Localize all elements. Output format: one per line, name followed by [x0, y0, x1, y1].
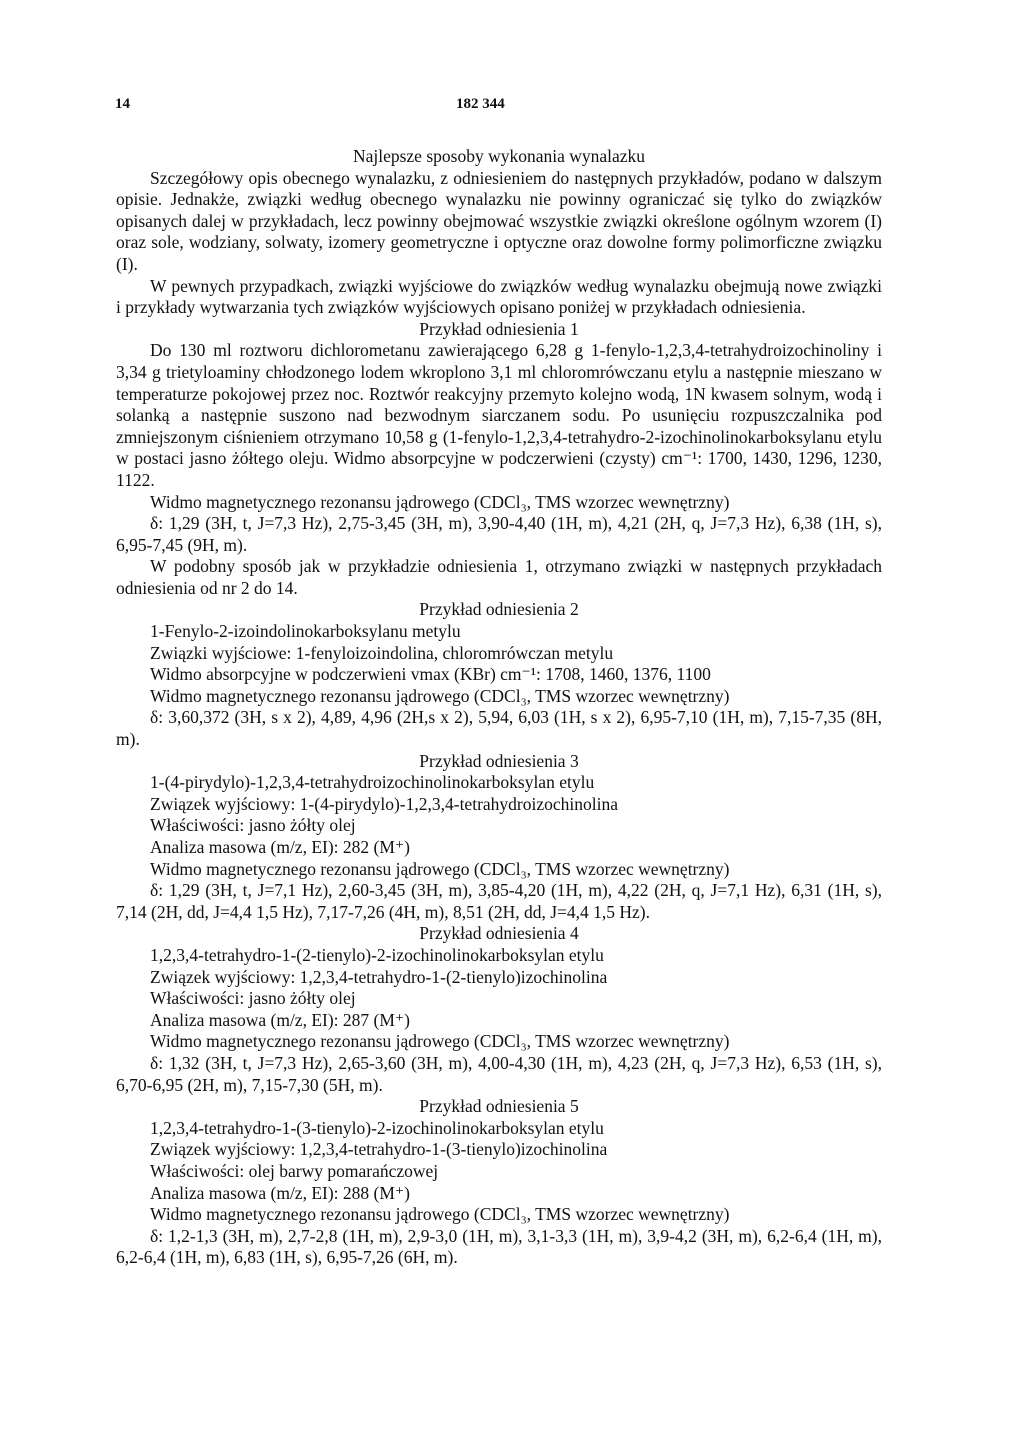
example-heading: Przykład odniesienia 2 — [419, 599, 579, 620]
properties: Właściwości: jasno żółty olej — [150, 988, 356, 1009]
properties: Właściwości: jasno żółty olej — [150, 815, 356, 836]
example-heading: Przykład odniesienia 4 — [419, 923, 579, 944]
paragraph: Do 130 ml roztworu dichlorometanu zawierającego 6,28 g 1-fenylo-1,2,3,4-tetrahydroizochinoliny i 3,34 g trietyloaminy chłodzonego lodem wkroplono 3,1 ml chloromrówczanu etylu a następnie mieszano w temperaturze pokojowej przez noc. Roztwór reakcyjny przemyto kolejno wodą, 1N kwasem solnym, wodą i solanką a następnie suszono nad bezwodnym siarczanem sodu. Po usunięciu rozpuszczalnika pod zmniejszonym ciśnieniem otrzymano 10,58 g (1-fenylo-1,2,3,4-tetrahydro-2-izochinolinokarboksylanu etylu w postaci jasno żółtego oleju. Widmo absorpcyjne w podczerwieni (czysty) cm⁻¹: 1700, 1430, 1296, 1230, 1122. — [116, 340, 882, 490]
paragraph: Szczegółowy opis obecnego wynalazku, z odniesieniem do następnych przykładów, podano w dalszym opisie. Jednakże, związki według obecnego wynalazku nie powinny ograniczać się tylko do związków opisanych dalej w przykładach, lecz powinny obejmować wszystkie związki określone ogólnym wzorem (I) oraz sole, wodziany, solwaty, izomery geometryczne i optyczne oraz dowolne formy polimorficzne związku (I). — [116, 167, 882, 274]
starting-materials: Związek wyjściowy: 1-(4-pirydylo)-1,2,3,4-tetrahydroizochinolina — [150, 793, 618, 814]
compound-name: 1,2,3,4-tetrahydro-1-(3-tienylo)-2-izochinolinokarboksylan etylu — [150, 1117, 604, 1138]
nmr-data: δ: 1,32 (3H, t, J=7,3 Hz), 2,65-3,60 (3H, m), 4,00-4,30 (1H, m), 4,23 (2H, q, J=7,3 Hz), 6,53 (1H, s), 6,70-6,95 (2H, m), 7,15-7,30 (5H, m). — [116, 1052, 882, 1095]
starting-materials: Związek wyjściowy: 1,2,3,4-tetrahydro-1-(2-tienylo)izochinolina — [150, 966, 608, 987]
paragraph: W podobny sposób jak w przykładzie odniesienia 1, otrzymano związki w następnych przykładach odniesienia od nr 2 do 14. — [116, 556, 882, 598]
example-heading: Przykład odniesienia 1 — [419, 318, 579, 339]
nmr-data: δ: 3,60,372 (3H, s x 2), 4,89, 4,96 (2H,s x 2), 5,94, 6,03 (1H, s x 2), 6,95-7,10 (1H, m), 7,15-7,35 (8H, m). — [116, 707, 882, 750]
properties: Właściwości: olej barwy pomarańczowej — [150, 1160, 439, 1181]
nmr-data: δ: 1,29 (3H, t, J=7,3 Hz), 2,75-3,45 (3H, m), 3,90-4,40 (1H, m), 4,21 (2H, q, J=7,3 Hz), 6,38 (1H, s), 6,95-7,45 (9H, m). — [116, 513, 882, 555]
starting-materials: Związki wyjściowe: 1-fenyloizoindolina, chloromrówczan metylu — [150, 642, 614, 663]
patent-number: 182 344 — [456, 96, 505, 112]
paragraph: W pewnych przypadkach, związki wyjściowe do związków według wynalazku obejmują nowe związki i przykłady wytwarzania tych związków wyjściowych opisano poniżej w przykładach odniesienia. — [116, 275, 882, 318]
mass-analysis: Analiza masowa (m/z, EI): 287 (M⁺) — [150, 1009, 410, 1030]
example-heading: Przykład odniesienia 5 — [419, 1096, 579, 1117]
compound-name: 1,2,3,4-tetrahydro-1-(2-tienylo)-2-izochinolinokarboksylan etylu — [150, 944, 604, 965]
compound-name: 1-(4-pirydylo)-1,2,3,4-tetrahydroizochinolinokarboksylan etylu — [150, 772, 595, 793]
nmr-heading: Widmo magnetycznego rezonansu jądrowego (CDCl₃, TMS wzorzec wewnętrzny) — [150, 1204, 730, 1225]
compound-name: 1-Fenylo-2-izoindolinokarboksylanu metylu — [150, 621, 461, 642]
page-number: 14 — [115, 96, 130, 112]
nmr-data: δ: 1,2-1,3 (3H, m), 2,7-2,8 (1H, m), 2,9-3,0 (1H, m), 3,1-3,3 (1H, m), 3,9-4,2 (3H, m), 6,2-6,4 (1H, m), 6,2-6,4 (1H, m), 6,83 (1H, s), 6,95-7,26 (6H, m). — [116, 1225, 882, 1268]
nmr-heading: Widmo magnetycznego rezonansu jądrowego (CDCl₃, TMS wzorzec wewnętrzny) — [150, 685, 730, 706]
nmr-data: δ: 1,29 (3H, t, J=7,1 Hz), 2,60-3,45 (3H, m), 3,85-4,20 (1H, m), 4,22 (2H, q, J=7,1 Hz), 6,31 (1H, s), 7,14 (2H, dd, J=4,4 1,5 Hz), 7,17-7,26 (4H, m), 8,51 (2H, dd, J=4,4 1,5 Hz). — [116, 880, 882, 922]
section-heading: Najlepsze sposoby wykonania wynalazku — [352, 146, 646, 166]
ir-spectrum: Widmo absorpcyjne w podczerwieni vmax (KBr) cm⁻¹: 1708, 1460, 1376, 1100 — [150, 664, 711, 685]
starting-materials: Związek wyjściowy: 1,2,3,4-tetrahydro-1-(3-tienylo)izochinolina — [150, 1139, 608, 1160]
mass-analysis: Analiza masowa (m/z, EI): 288 (M⁺) — [150, 1182, 410, 1203]
nmr-heading: Widmo magnetycznego rezonansu jądrowego (CDCl₃, TMS wzorzec wewnętrzny) — [150, 1031, 730, 1052]
document-body — [116, 146, 882, 1269]
mass-analysis: Analiza masowa (m/z, EI): 282 (M⁺) — [150, 837, 410, 857]
nmr-heading: Widmo magnetycznego rezonansu jądrowego (CDCl₃, TMS wzorzec wewnętrzny) — [150, 858, 730, 879]
nmr-heading: Widmo magnetycznego rezonansu jądrowego (CDCl₃, TMS wzorzec wewnętrzny) — [150, 491, 730, 512]
example-heading: Przykład odniesienia 3 — [419, 750, 579, 771]
